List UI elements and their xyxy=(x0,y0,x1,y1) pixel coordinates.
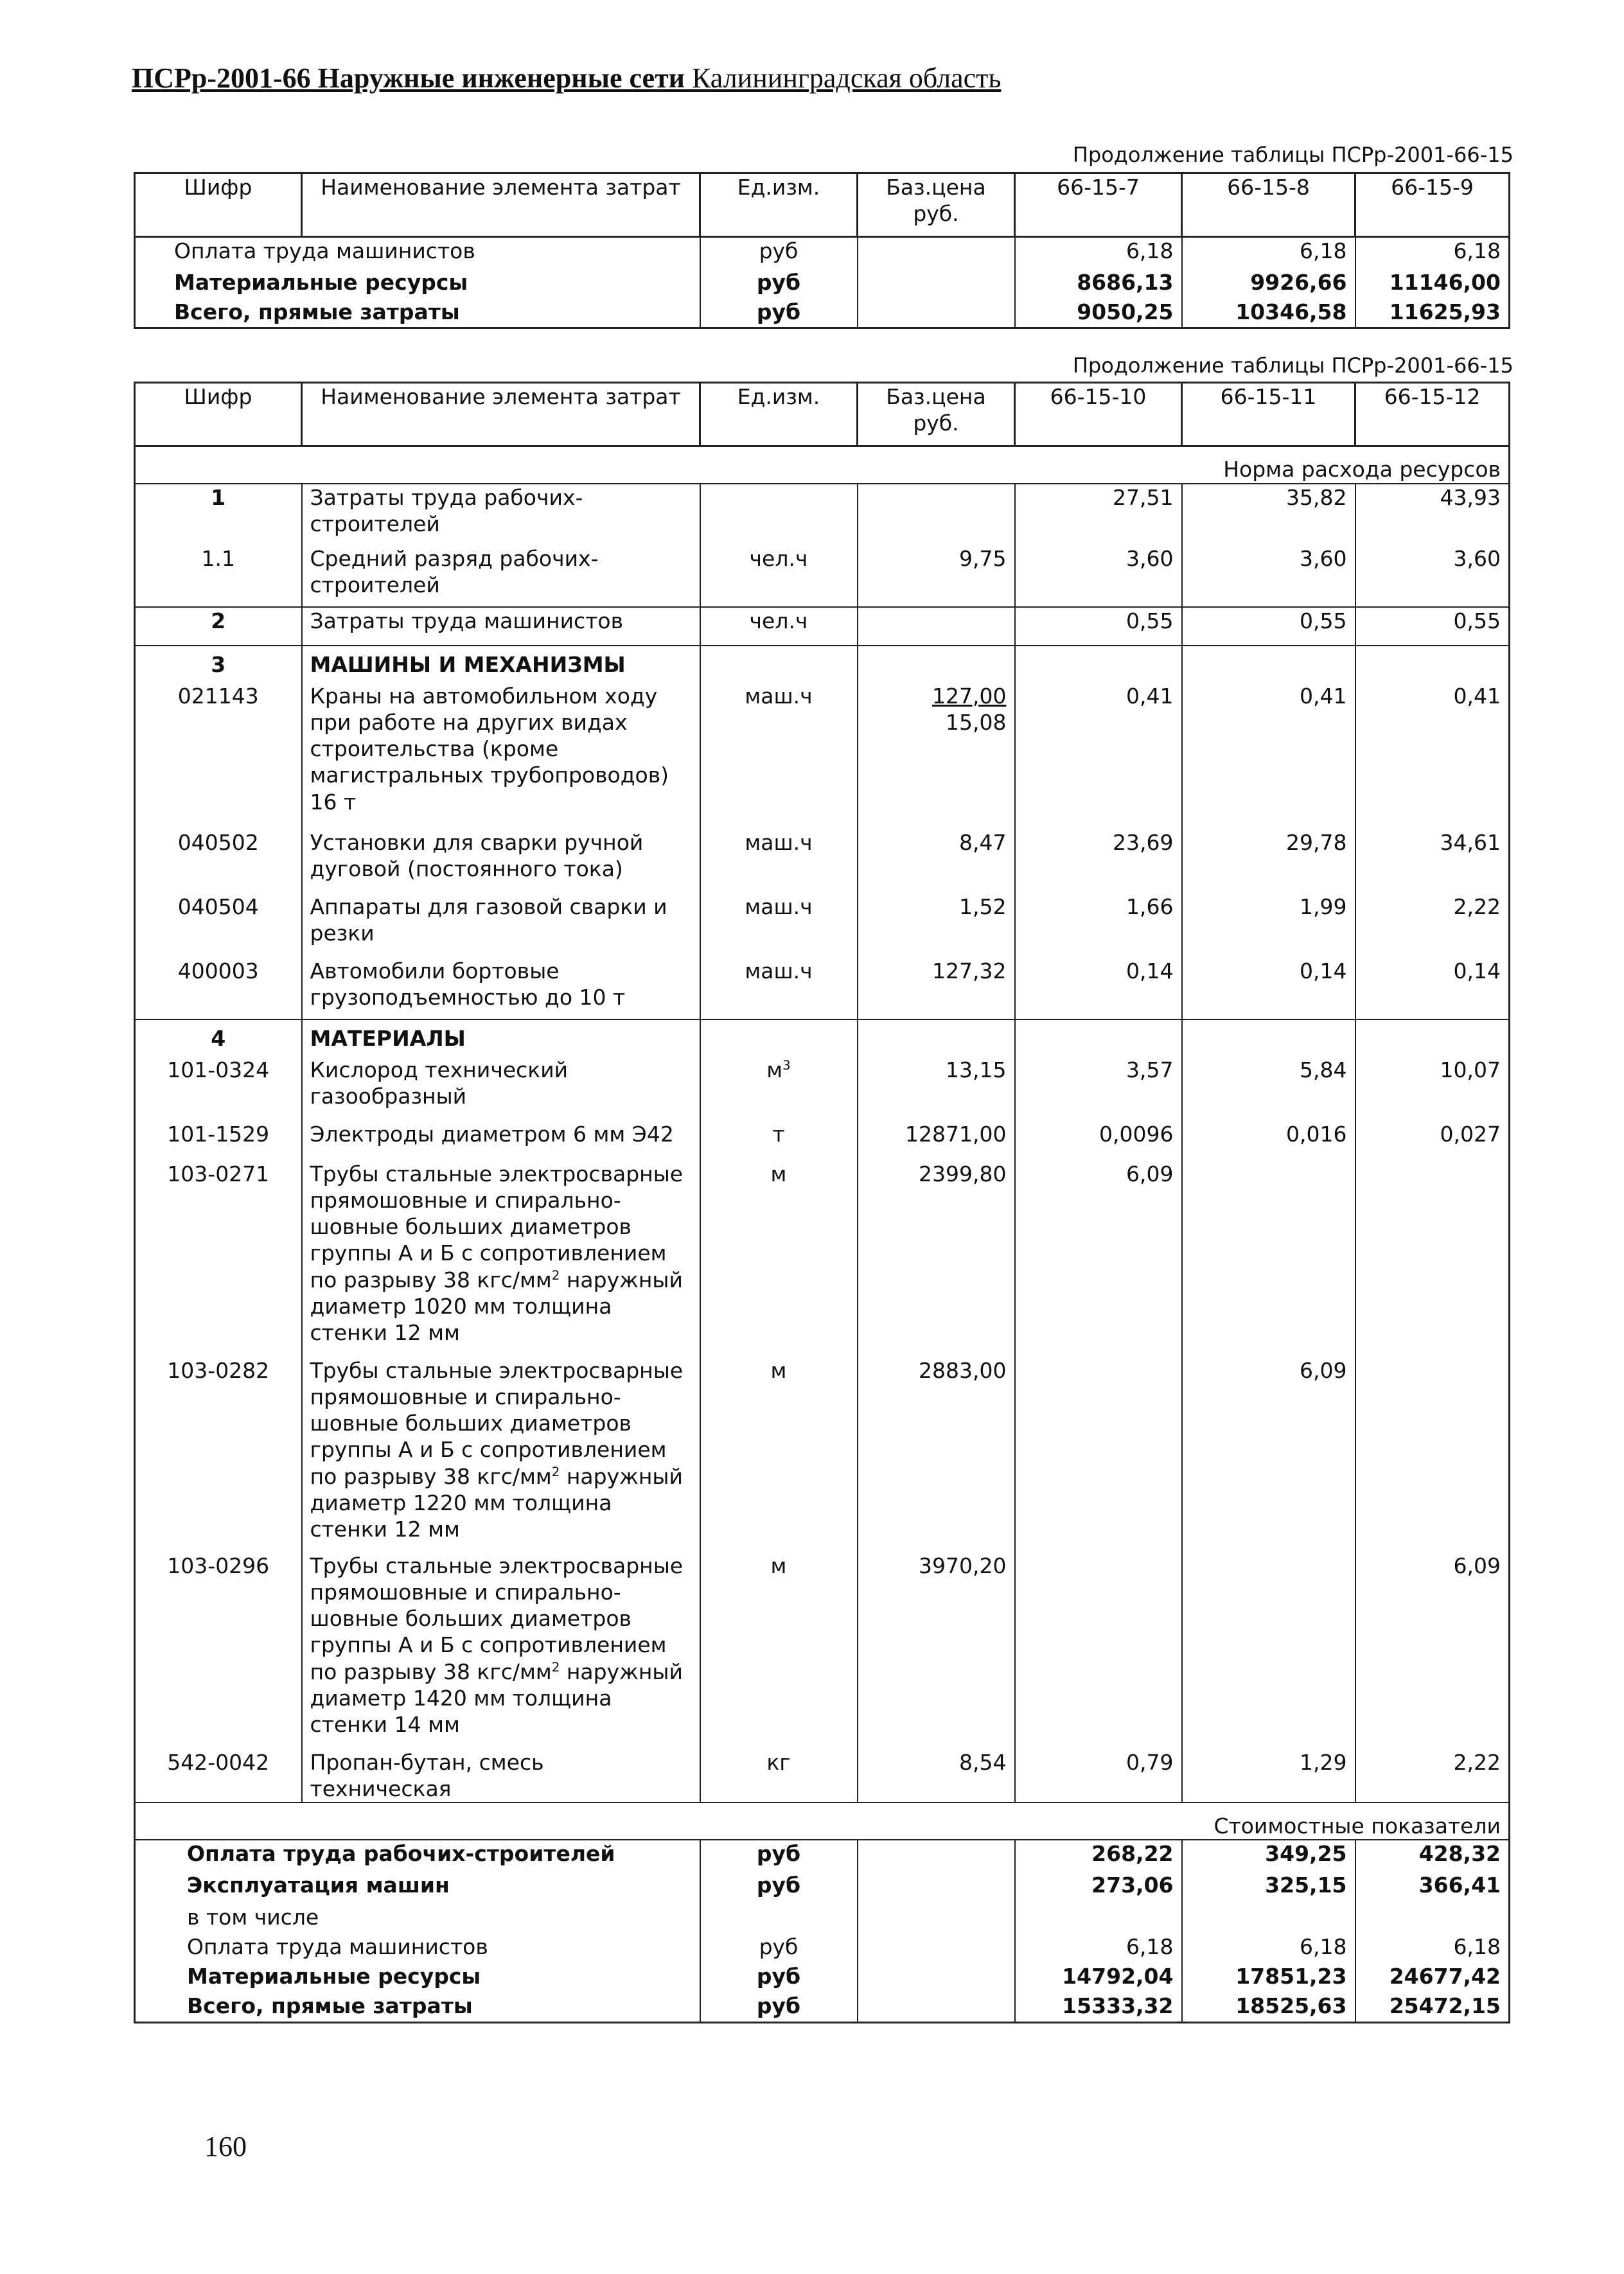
row-unit: м xyxy=(700,1553,858,1749)
norm-header: Норма расхода ресурсов xyxy=(135,446,1510,484)
value-cell: 3,57 xyxy=(1015,1057,1182,1121)
page-number: 160 xyxy=(204,2131,247,2162)
row-unit: маш.ч xyxy=(700,683,858,829)
value-cell: 14792,04 xyxy=(1015,1963,1182,1993)
col-unit-header: Ед.изм. xyxy=(700,383,858,446)
value-cell: 3,60 xyxy=(1182,545,1355,607)
table-row xyxy=(135,1057,1510,1121)
row-name: Затраты труда машинистов xyxy=(302,607,700,646)
row-name: Эксплуатация машин xyxy=(135,1872,700,1904)
row-code: 103-0271 xyxy=(135,1161,302,1357)
summary-row xyxy=(135,1840,1510,1872)
value-cell: 3,60 xyxy=(1453,545,1501,571)
row-price: 2883,00 xyxy=(858,1357,1015,1553)
row-code: 400003 xyxy=(135,958,302,1019)
row-name: Оплата труда рабочих-строителей xyxy=(135,1840,700,1872)
row-unit xyxy=(700,484,858,545)
value-cell: 10346,58 xyxy=(1182,299,1355,328)
value-cell: 0,41 xyxy=(1453,683,1501,709)
value-cell xyxy=(1015,1357,1182,1553)
value-cell xyxy=(1355,1357,1510,1553)
continuation-label-1: Продолжение таблицы ПСРр-2001-66-15 xyxy=(1072,143,1514,167)
row-code: 101-0324 xyxy=(135,1057,302,1121)
value-cell: 27,51 xyxy=(1015,484,1182,545)
row-code: 1 xyxy=(135,484,302,545)
table-row xyxy=(135,683,1510,829)
value-cell: 23,69 xyxy=(1015,829,1182,894)
summary-row xyxy=(135,1963,1510,1993)
value-cell: 2,22 xyxy=(1453,894,1501,919)
row-code: 103-0296 xyxy=(135,1553,302,1749)
row-unit: руб xyxy=(700,1934,858,1963)
value-cell: 2,22 xyxy=(1453,1749,1501,1775)
row-name: Трубы стальные электросварные прямошовные и спирально-шовные больших диаметров группы А и Б с сопротивлением по разрыву 38 кгс/$мм^2$ наружный диаметр 1020 мм толщина стенки 12 мм xyxy=(302,1161,700,1357)
value-cell: 1,66 xyxy=(1015,894,1182,958)
col-rate-header: 66-15-9 xyxy=(1355,173,1510,237)
value-cell: 15333,32 xyxy=(1015,1993,1182,2022)
row-price xyxy=(858,299,1015,328)
row-price: 8,47 xyxy=(858,829,1015,894)
row-unit: кг xyxy=(700,1749,858,1803)
table-header-row xyxy=(135,383,1510,446)
row-name: Оплата труда машинистов xyxy=(135,1934,700,1963)
value-cell: 1,99 xyxy=(1182,894,1355,958)
value-cell: 8686,13 xyxy=(1015,269,1182,299)
value-cell: 0,14 xyxy=(1182,958,1355,1019)
row-price xyxy=(858,269,1015,299)
value-cell: 6,09 xyxy=(1015,1161,1182,1357)
cost-table-2 xyxy=(134,382,1510,2023)
summary-row xyxy=(135,1993,1510,2022)
col-code-header: Шифр xyxy=(135,383,302,446)
value-cell: 0,14 xyxy=(1453,958,1501,983)
row-price: 12871,00 xyxy=(858,1121,1015,1161)
table-row xyxy=(135,894,1510,958)
section-title: МАТЕРИАЛЫ xyxy=(302,1019,700,1057)
value-cell: 0,0096 xyxy=(1015,1121,1182,1161)
norm-header-row xyxy=(135,446,1510,484)
continuation-label-2: Продолжение таблицы ПСРр-2001-66-15 xyxy=(1072,353,1514,378)
value-cell xyxy=(1015,1553,1182,1749)
value-cell: 24677,42 xyxy=(1389,1964,1501,1989)
col-rate-header: 66-15-11 xyxy=(1182,383,1355,446)
value-cell: 366,41 xyxy=(1418,1873,1501,1898)
table-row xyxy=(135,299,1510,328)
row-name: Электроды диаметром 6 мм Э42 xyxy=(302,1121,700,1161)
col-rate-header: 66-15-7 xyxy=(1015,173,1182,237)
value-cell: 9926,66 xyxy=(1182,269,1355,299)
row-price: 3970,20 xyxy=(858,1553,1015,1749)
summary-row xyxy=(135,1904,1510,1934)
col-price-header: Баз.цена руб. xyxy=(858,383,1015,446)
row-name: Затраты труда рабочих-строителей xyxy=(302,484,700,545)
col-rate-header: 66-15-12 xyxy=(1355,383,1510,446)
row-code: 1.1 xyxy=(135,545,302,607)
value-cell: 35,82 xyxy=(1182,484,1355,545)
row-code: 040502 xyxy=(135,829,302,894)
row-price xyxy=(858,607,1015,646)
col-unit-header: Ед.изм. xyxy=(700,173,858,237)
row-name: Установки для сварки ручной дуговой (постоянного тока) xyxy=(302,829,700,894)
summary-row xyxy=(135,1872,1510,1904)
col-name-header: Наименование элемента затрат xyxy=(302,383,700,446)
row-name: Материальные ресурсы xyxy=(174,269,468,295)
table-row xyxy=(135,829,1510,894)
value-cell: 428,32 xyxy=(1418,1841,1501,1866)
row-price: 127,00 15,08 xyxy=(858,683,1015,829)
row-price: 1,52 xyxy=(858,894,1015,958)
value-cell: 6,18 xyxy=(1453,1934,1501,1959)
row-name: Всего, прямые затраты xyxy=(135,1993,700,2022)
value-cell: 6,18 xyxy=(1015,1934,1182,1963)
section-row xyxy=(135,646,1510,683)
value-cell: 5,84 xyxy=(1182,1057,1355,1121)
value-cell xyxy=(1355,1161,1510,1357)
col-code-header: Шифр xyxy=(135,173,302,237)
table-row xyxy=(135,607,1510,646)
row-price xyxy=(858,484,1015,545)
value-cell xyxy=(1182,1553,1355,1749)
value-cell: 268,22 xyxy=(1015,1840,1182,1872)
table-row xyxy=(135,545,1510,607)
row-unit: маш.ч xyxy=(700,829,858,894)
table-row xyxy=(135,1121,1510,1161)
row-name: Кислород технический газообразный xyxy=(302,1057,700,1121)
row-unit: маш.ч xyxy=(700,894,858,958)
value-cell: 0,55 xyxy=(1182,607,1355,646)
cost-header: Стоимостные показатели xyxy=(135,1802,1510,1840)
value-cell: 0,41 xyxy=(1015,683,1182,829)
row-name: Трубы стальные электросварные прямошовные и спирально-шовные больших диаметров группы А и Б с сопротивлением по разрыву 38 кгс/$мм^2$ наружный диаметр 1420 мм толщина стенки 14 мм xyxy=(302,1553,700,1749)
row-name: Аппараты для газовой сварки и резки xyxy=(302,894,700,958)
doc-code: ПСРр-2001-66 Наружные инженерные сети xyxy=(132,62,685,94)
row-name: Материальные ресурсы xyxy=(135,1963,700,1993)
row-code: 542-0042 xyxy=(135,1749,302,1803)
table-row xyxy=(135,1161,1510,1357)
value-cell: 34,61 xyxy=(1440,829,1501,855)
row-unit: $м^3$ xyxy=(700,1057,858,1121)
row-unit: чел.ч xyxy=(700,545,858,607)
value-cell: 0,79 xyxy=(1015,1749,1182,1803)
value-cell: 17851,23 xyxy=(1182,1963,1355,1993)
row-unit: маш.ч xyxy=(700,958,858,1019)
row-unit: руб xyxy=(700,1840,858,1872)
value-cell: 6,18 xyxy=(1182,237,1355,269)
row-name: Трубы стальные электросварные прямошовные и спирально-шовные больших диаметров группы А и Б с сопротивлением по разрыву 38 кгс/$мм^2$ наружный диаметр 1220 мм толщина стенки 12 мм xyxy=(302,1357,700,1553)
value-cell: 3,60 xyxy=(1015,545,1182,607)
document-header xyxy=(132,62,1001,94)
row-code: 040504 xyxy=(135,894,302,958)
row-price: 2399,80 xyxy=(858,1161,1015,1357)
col-price-header: Баз.цена руб. xyxy=(858,173,1015,237)
table-row xyxy=(135,1357,1510,1553)
section-code: 3 xyxy=(135,646,302,683)
cost-header-row xyxy=(135,1802,1510,1840)
section-code: 4 xyxy=(135,1019,302,1057)
row-unit: т xyxy=(700,1121,858,1161)
section-row xyxy=(135,1019,1510,1057)
value-cell: 43,93 xyxy=(1440,484,1501,510)
table-row xyxy=(135,237,1510,269)
value-cell: 325,15 xyxy=(1182,1872,1355,1904)
col-name-header: Наименование элемента затрат xyxy=(302,173,700,237)
value-cell: 0,016 xyxy=(1182,1121,1355,1161)
row-unit: руб xyxy=(700,237,858,269)
row-unit: руб xyxy=(700,1993,858,2022)
value-cell: 11146,00 xyxy=(1389,269,1501,295)
row-unit: руб xyxy=(700,269,858,299)
col-rate-header: 66-15-8 xyxy=(1182,173,1355,237)
row-code: 021143 xyxy=(135,683,302,829)
value-cell: 9050,25 xyxy=(1015,299,1182,328)
row-price xyxy=(858,237,1015,269)
row-code: 101-1529 xyxy=(135,1121,302,1161)
region: Калининградская область xyxy=(692,62,1002,94)
row-price: 9,75 xyxy=(858,545,1015,607)
value-cell: 10,07 xyxy=(1440,1057,1501,1082)
value-cell: 0,41 xyxy=(1182,683,1355,829)
row-price: 127,32 xyxy=(858,958,1015,1019)
section-title: МАШИНЫ И МЕХАНИЗМЫ xyxy=(302,646,700,683)
value-cell: 0,027 xyxy=(1440,1121,1501,1147)
row-unit: руб xyxy=(700,1963,858,1993)
row-name: Краны на автомобильном ходу при работе на других видах строительства (кроме магистральных трубопроводов) 16 т xyxy=(302,683,700,829)
value-cell: 349,25 xyxy=(1182,1840,1355,1872)
value-cell xyxy=(1182,1161,1355,1357)
value-cell: 0,55 xyxy=(1355,607,1510,646)
table-row xyxy=(135,1553,1510,1749)
row-price: 13,15 xyxy=(858,1057,1015,1121)
row-code: 2 xyxy=(135,607,302,646)
table-row xyxy=(135,484,1510,545)
value-cell: 273,06 xyxy=(1015,1872,1182,1904)
value-cell: 6,09 xyxy=(1453,1553,1501,1578)
value-cell: 29,78 xyxy=(1182,829,1355,894)
summary-row xyxy=(135,1934,1510,1963)
row-unit: чел.ч xyxy=(700,607,858,646)
row-name: Средний разряд рабочих-строителей xyxy=(302,545,700,607)
row-unit: м xyxy=(700,1357,858,1553)
row-name: Пропан-бутан, смесь техническая xyxy=(302,1749,700,1803)
table-row xyxy=(135,958,1510,1019)
table-row xyxy=(135,1749,1510,1803)
table-row xyxy=(135,269,1510,299)
row-name: Автомобили бортовые грузоподъемностью до 10 т xyxy=(302,958,700,1019)
value-cell: 11625,93 xyxy=(1389,299,1501,324)
row-name: Оплата труда машинистов xyxy=(174,238,475,263)
value-cell: 6,18 xyxy=(1453,238,1501,263)
value-cell: 0,55 xyxy=(1015,607,1182,646)
value-cell: 18525,63 xyxy=(1182,1993,1355,2022)
row-unit: руб xyxy=(700,299,858,328)
col-rate-header: 66-15-10 xyxy=(1015,383,1182,446)
table-header-row xyxy=(135,173,1510,237)
row-unit: руб xyxy=(700,1872,858,1904)
value-cell: 6,18 xyxy=(1182,1934,1355,1963)
value-cell: 0,14 xyxy=(1015,958,1182,1019)
value-cell: 6,09 xyxy=(1182,1357,1355,1553)
value-cell: 6,18 xyxy=(1015,237,1182,269)
row-code: 103-0282 xyxy=(135,1357,302,1553)
value-cell: 25472,15 xyxy=(1389,1993,1501,2018)
row-unit: м xyxy=(700,1161,858,1357)
row-price: 8,54 xyxy=(858,1749,1015,1803)
value-cell: 1,29 xyxy=(1182,1749,1355,1803)
row-name: Всего, прямые затраты xyxy=(174,299,460,324)
row-name: в том числе xyxy=(135,1904,700,1934)
cost-table-1 xyxy=(134,172,1510,329)
